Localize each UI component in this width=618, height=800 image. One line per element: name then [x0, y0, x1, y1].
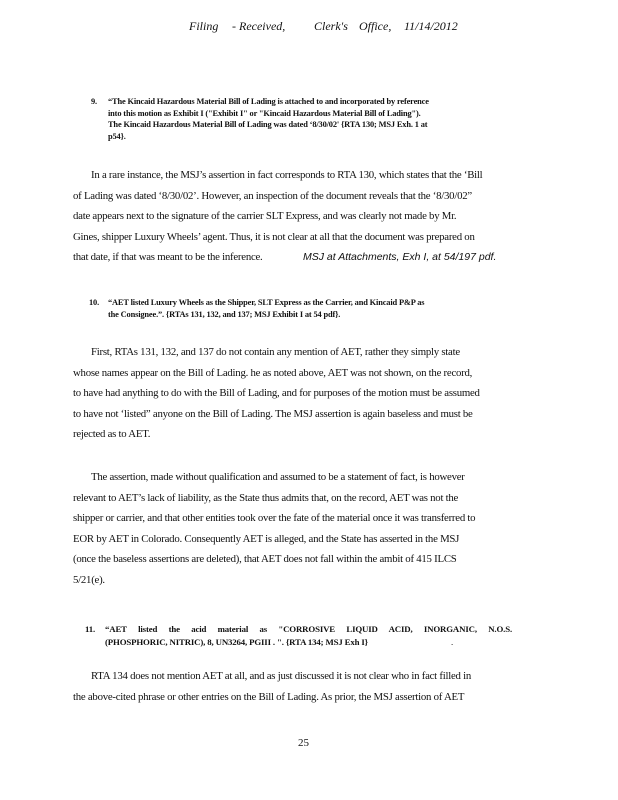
- heading-line: “The Kincaid Hazardous Material Bill of Lading is attached to and incorporated by reference: [108, 97, 429, 106]
- page-number: 25: [298, 737, 309, 749]
- msj-citation: MSJ at Attachments, Exh I, at 54/197 pdf.: [303, 251, 497, 263]
- paragraph-line: shipper or carrier, and that other entities took over the fate of the material once it was transferred to: [73, 512, 476, 524]
- trailing-mark: .: [451, 637, 454, 647]
- paragraph-line: to have not ‘listed” anyone on the Bill of Lading. The MSJ assertion is again baseless and must be: [73, 407, 473, 420]
- paragraph-rta-130: [73, 165, 497, 268]
- paragraph-line: EOR by AET in Colorado. Consequently AET is alleged, and the State has asserted in the MSJ: [73, 532, 460, 545]
- paragraph-line: RTA 134 does not mention AET at all, and as just discussed it is not clear who in fact filled in: [91, 670, 472, 682]
- paragraph-line: [73, 247, 497, 268]
- section-11-heading: [85, 623, 512, 649]
- section-number: 10.: [89, 298, 100, 307]
- paragraph-aet-liability: [73, 467, 476, 590]
- paragraph-line: relevant to AET’s lack of liability, as the State thus admits that, on the record, AET was not the: [73, 491, 459, 504]
- paragraph-line: of Lading was dated ‘8/30/02’. However, an inspection of the document reveals that the ‘8/30/02”: [73, 189, 472, 202]
- heading-line: “AET listed Luxury Wheels as the Shipper, SLT Express as the Carrier, and Kincaid P&P as: [108, 298, 425, 307]
- heading-text: (PHOSPHORIC, NITRIC), 8, UN3264, PGIII . ". {RTA 134; MSJ Exh I}: [105, 637, 368, 647]
- paragraph-rta-134: [73, 666, 472, 707]
- header-word: Clerk's: [314, 19, 348, 33]
- section-9-heading: [91, 96, 429, 142]
- paragraph-text: that date, if that was meant to be the inference.: [73, 251, 263, 263]
- paragraph-line: (once the baseless assertions are deleted), that AET does not fall within the ambit of 415 ILCS: [73, 553, 457, 565]
- heading-line: the Consignee.”. {RTAs 131, 132, and 137; MSJ Exhibit I at 54 pdf}.: [108, 309, 341, 319]
- paragraph-line: 5/21(e).: [73, 573, 105, 586]
- paragraph-line: In a rare instance, the MSJ’s assertion in fact corresponds to RTA 130, which states that the ‘Bill: [91, 169, 483, 181]
- heading-line: p54}.: [108, 131, 126, 141]
- heading-line: [105, 636, 512, 649]
- section-10-heading: [89, 297, 425, 320]
- section-number: 11.: [85, 624, 96, 634]
- paragraph-rtas-131-137: [73, 342, 480, 445]
- header-word: Filing: [189, 19, 219, 33]
- header-word: - Received,: [232, 19, 286, 33]
- header-word: Office,: [359, 19, 392, 33]
- paragraph-line: to have had anything to do with the Bill of Lading, and for purposes of the motion must be assumed: [73, 387, 480, 399]
- section-number: 9.: [91, 97, 97, 106]
- paragraph-line: The assertion, made without qualification and assumed to be a statement of fact, is however: [91, 471, 465, 483]
- header-word: 11/14/2012: [404, 19, 458, 33]
- paragraph-line: First, RTAs 131, 132, and 137 do not contain any mention of AET, rather they simply state: [91, 346, 460, 358]
- heading-line: into this motion as Exhibit I ("Exhibit I" or "Kincaid Hazardous Material Bill of Lading").: [108, 108, 421, 118]
- paragraph-line: the above-cited phrase or other entries on the Bill of Lading. As prior, the MSJ assertion of AET: [73, 690, 465, 703]
- filing-header: [0, 19, 618, 35]
- heading-line: “AET listed the acid material as "CORROSIVE LIQUID ACID, INORGANIC, N.O.S.: [105, 624, 512, 634]
- paragraph-line: rejected as to AET.: [73, 428, 151, 440]
- paragraph-line: whose names appear on the Bill of Lading. he as noted above, AET was not shown, on the record,: [73, 366, 473, 379]
- paragraph-line: Gines, shipper Luxury Wheels’ agent. Thus, it is not clear at all that the document was prepared on: [73, 230, 475, 243]
- paragraph-line: date appears next to the signature of the carrier SLT Express, and was clearly not made by Mr.: [73, 210, 457, 222]
- heading-line: The Kincaid Hazardous Material Bill of Lading was dated ‘8/30/02' {RTA 130; MSJ Exh. 1 at: [108, 120, 428, 129]
